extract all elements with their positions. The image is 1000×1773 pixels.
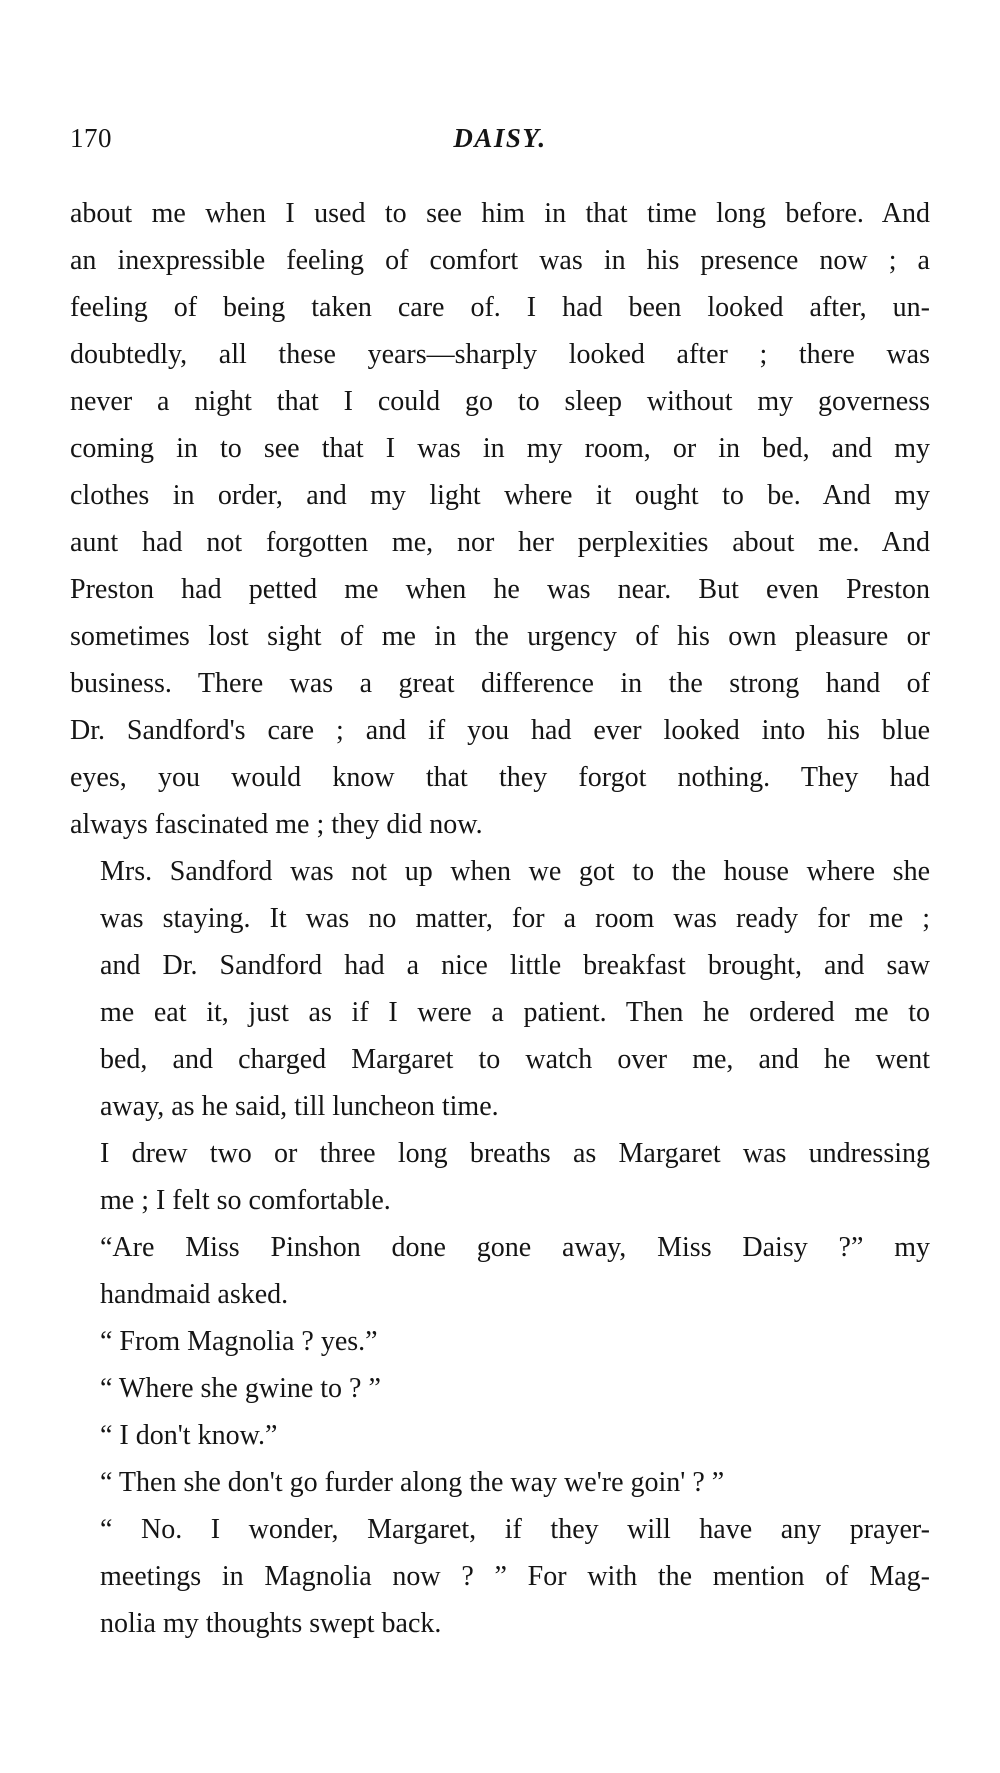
- text-line: nolia my thoughts swept back.: [100, 1608, 442, 1639]
- text-line: business. There was a great difference in the strong hand of: [70, 668, 930, 699]
- paragraph: [70, 1412, 930, 1459]
- text-line: me eat it, just as if I were a patient. Then he ordered me to: [100, 997, 930, 1028]
- text-line: was staying. It was no matter, for a room was ready for me ;: [100, 903, 930, 934]
- paragraph: [70, 848, 930, 1130]
- paragraph: [70, 1224, 930, 1318]
- text-line: doubtedly, all these years—sharply looked after ; there was: [70, 339, 930, 370]
- text-line: “ Then she don't go furder along the way we're goin' ? ”: [100, 1467, 725, 1498]
- page-number: 170: [70, 123, 112, 153]
- paragraph: [70, 1318, 930, 1365]
- text-line: clothes in order, and my light where it ought to be. And my: [70, 480, 930, 511]
- paragraph: [70, 1130, 930, 1224]
- text-line: sometimes lost sight of me in the urgency of his own pleasure or: [70, 621, 930, 652]
- text-line: “ I don't know.”: [100, 1420, 278, 1451]
- book-title: DAISY.: [453, 123, 547, 153]
- text-line: I drew two or three long breaths as Margaret was undressing: [100, 1138, 930, 1169]
- text-line: me ; I felt so comfortable.: [100, 1185, 391, 1216]
- text-line: never a night that I could go to sleep without my governess: [70, 386, 930, 417]
- text-line: “ No. I wonder, Margaret, if they will have any prayer-: [100, 1514, 930, 1545]
- text-line: always fascinated me ; they did now.: [70, 809, 483, 840]
- text-line: Preston had petted me when he was near. But even Preston: [70, 574, 930, 605]
- paragraph: [70, 190, 930, 848]
- text-line: meetings in Magnolia now ? ” For with the mention of Mag-: [100, 1561, 930, 1592]
- text-line: about me when I used to see him in that time long before. And: [70, 198, 930, 229]
- running-head: [70, 123, 930, 163]
- body-text: [70, 190, 930, 1647]
- text-line: Dr. Sandford's care ; and if you had ever looked into his blue: [70, 715, 930, 746]
- text-line: and Dr. Sandford had a nice little breakfast brought, and saw: [100, 950, 930, 981]
- text-line: “Are Miss Pinshon done gone away, Miss Daisy ?” my: [100, 1232, 930, 1263]
- text-line: Mrs. Sandford was not up when we got to the house where she: [100, 856, 930, 887]
- paragraph: [70, 1365, 930, 1412]
- text-line: aunt had not forgotten me, nor her perplexities about me. And: [70, 527, 930, 558]
- text-line: bed, and charged Margaret to watch over me, and he went: [100, 1044, 930, 1075]
- text-line: handmaid asked.: [100, 1279, 289, 1310]
- text-line: “ Where she gwine to ? ”: [100, 1373, 381, 1404]
- paragraph: [70, 1459, 930, 1506]
- paragraph: [70, 1506, 930, 1647]
- text-line: feeling of being taken care of. I had been looked after, un-: [70, 292, 930, 323]
- text-line: an inexpressible feeling of comfort was in his presence now ; a: [70, 245, 930, 276]
- text-line: away, as he said, till luncheon time.: [100, 1091, 499, 1122]
- text-line: coming in to see that I was in my room, or in bed, and my: [70, 433, 930, 464]
- text-line: eyes, you would know that they forgot nothing. They had: [70, 762, 930, 793]
- text-line: “ From Magnolia ? yes.”: [100, 1326, 378, 1357]
